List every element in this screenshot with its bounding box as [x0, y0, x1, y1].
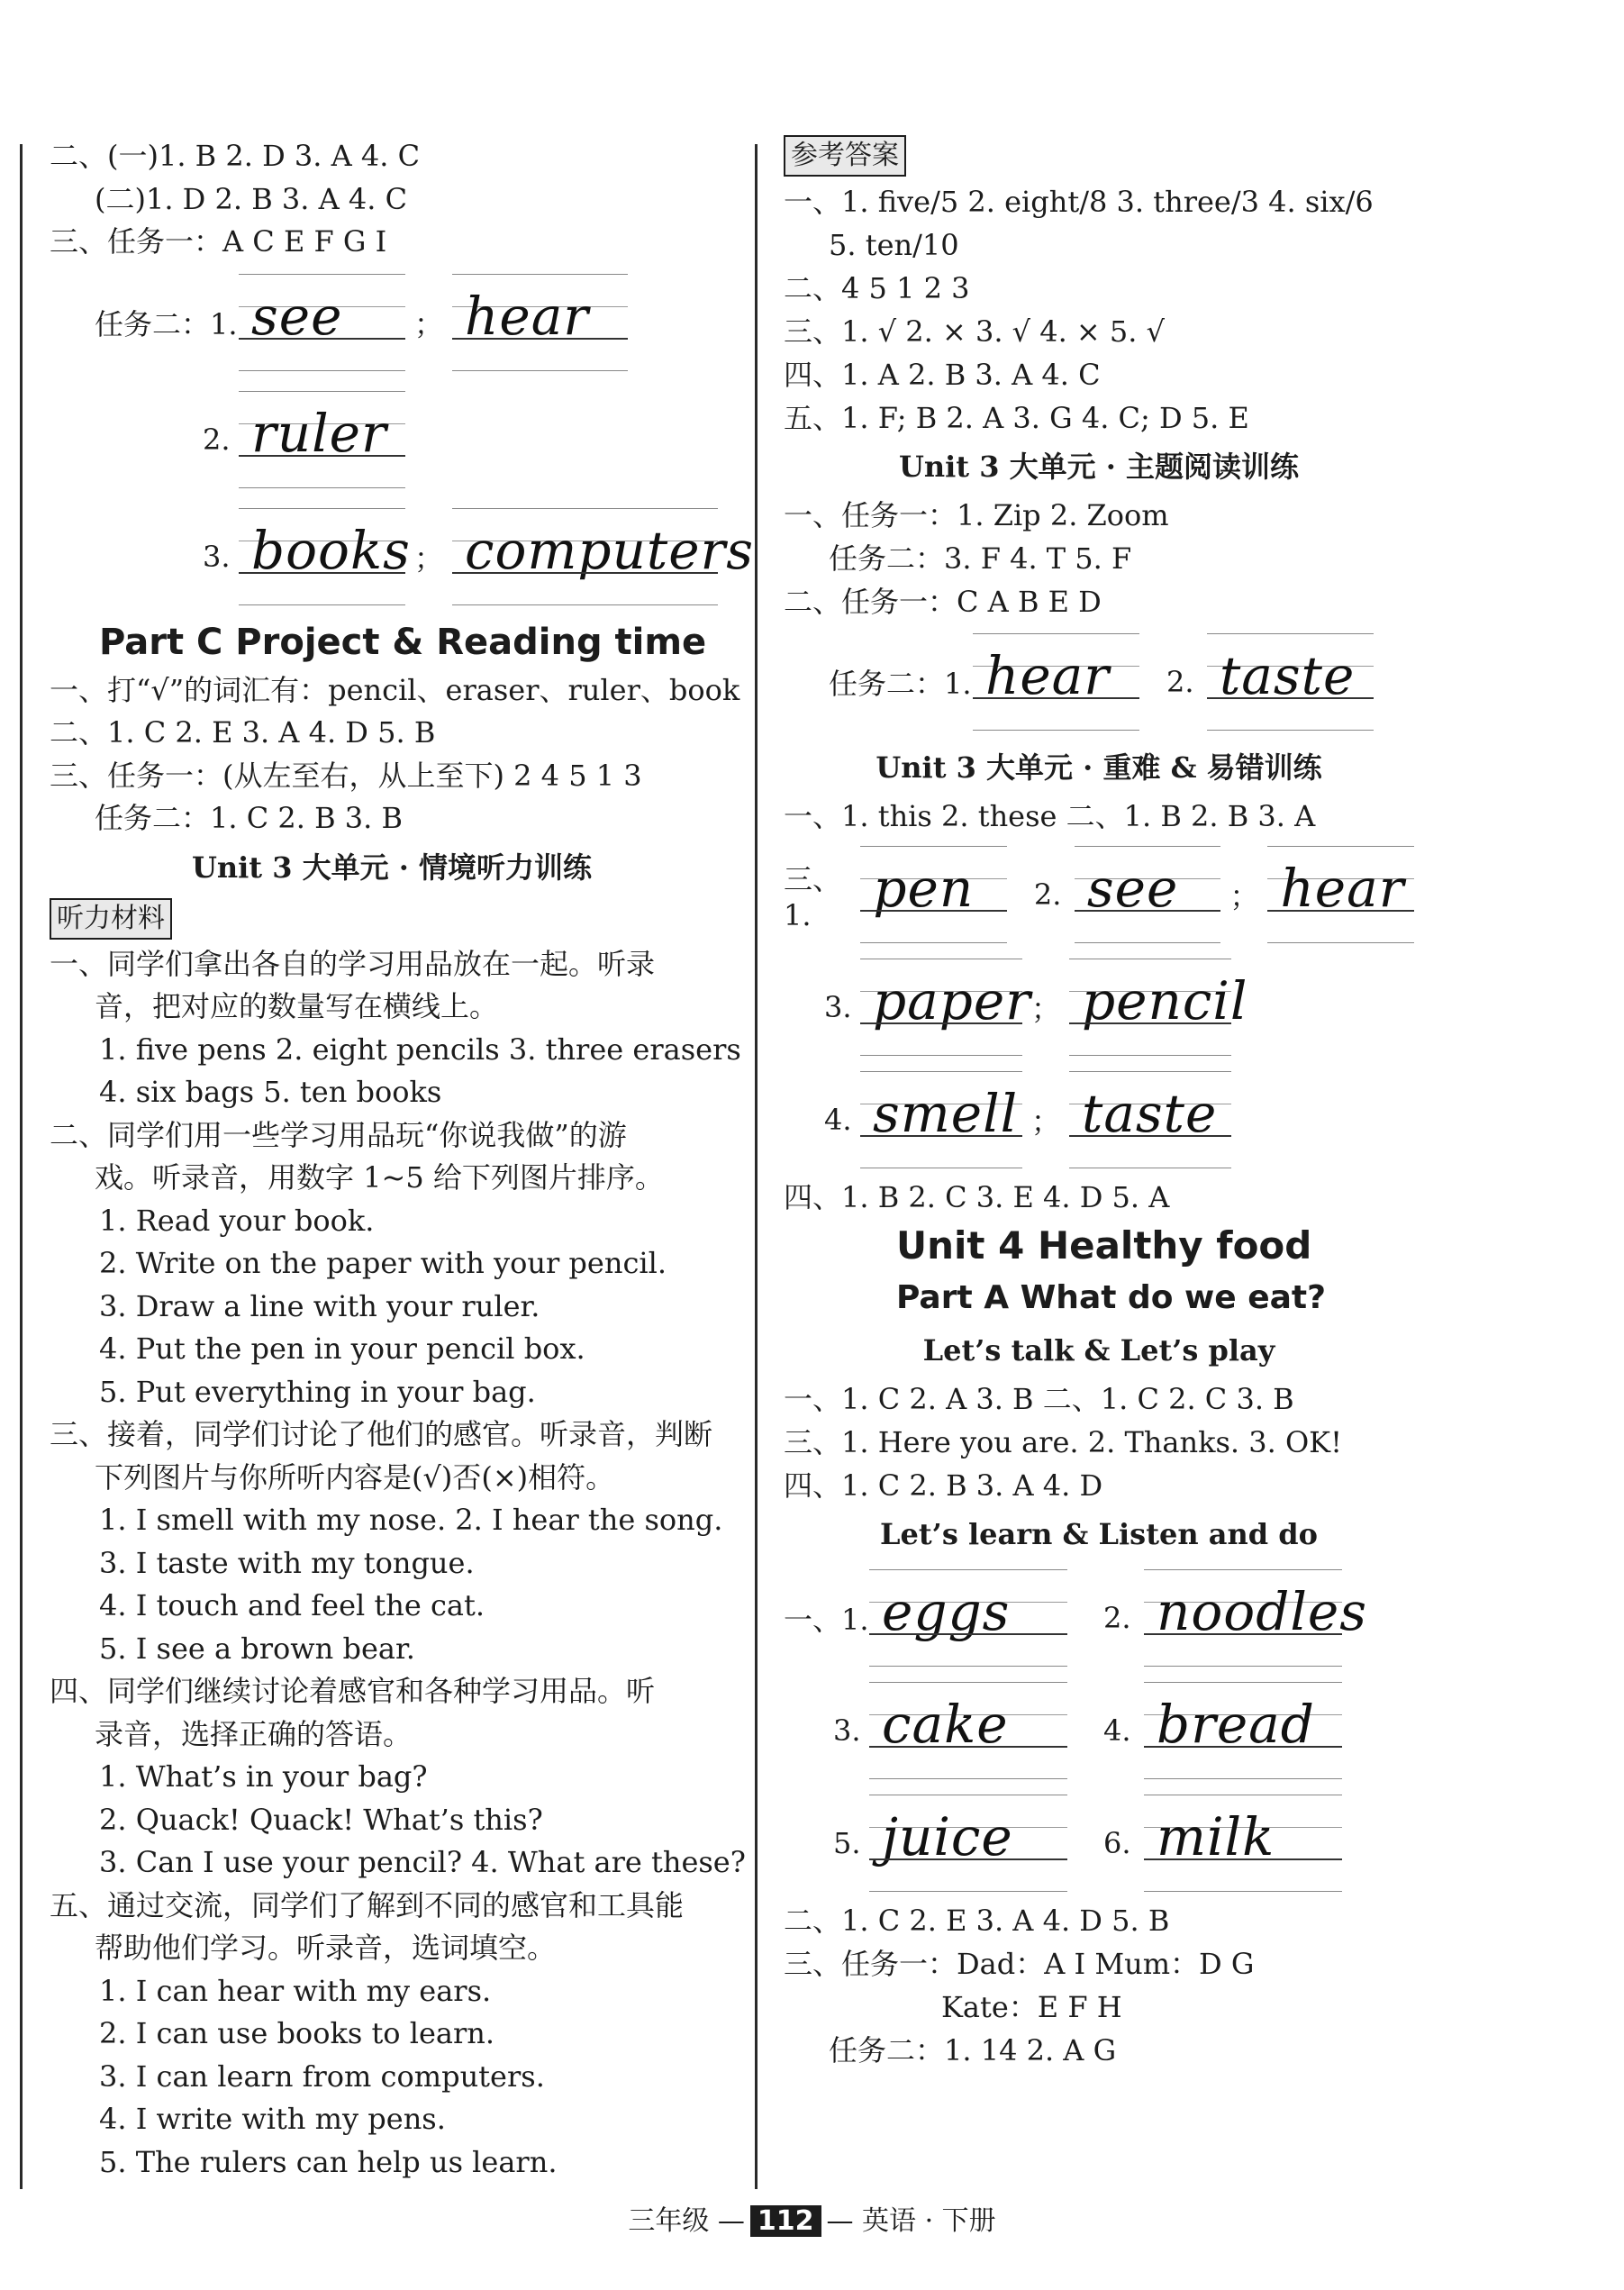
handwriting-box: [1069, 1071, 1231, 1168]
handwriting-box: [869, 1795, 1067, 1892]
handwritten-word: eggs: [882, 1580, 1011, 1642]
material-line: 录音，选择正确的答语。: [95, 1716, 413, 1751]
section-heading: Part C Project & Reading time: [99, 621, 707, 663]
handwriting-row: [784, 1786, 1414, 1899]
item-label: 6.: [1103, 1825, 1131, 1860]
material-line: 帮助他们学习。听录音，选词填空。: [95, 1931, 557, 1965]
separator: ；: [414, 306, 444, 341]
item-label: 2.: [1166, 665, 1194, 699]
handwriting-box: [452, 508, 755, 605]
material-line: 4. I write with my pens.: [99, 2102, 446, 2136]
subject-label: — 英语 · 下册: [826, 2205, 996, 2237]
handwriting-box: [869, 1569, 1067, 1667]
answer-line: 五、1. F; B 2. A 3. G 4. C; D 5. E: [784, 401, 1249, 435]
section-heading: Unit 3 大单元 · 重难 & 易错训练: [876, 750, 1322, 785]
material-line: 音，把对应的数量写在横线上。: [95, 989, 499, 1023]
handwriting-box: [1144, 1569, 1367, 1667]
separator: ；: [1031, 991, 1061, 1026]
answer-line: 一、1. five/5 2. eight/8 3. three/3 4. six/6: [784, 185, 1374, 219]
answer-line: 一、打“√”的词汇有：pencil、eraser、ruler、book: [50, 672, 740, 707]
answer-line: 四、1. A 2. B 3. A 4. C: [784, 358, 1101, 392]
material-label: 听力材料: [50, 898, 172, 940]
handwritten-word: pen: [873, 857, 975, 919]
section-heading: Unit 3 大单元 · 主题阅读训练: [898, 450, 1300, 484]
answer-line: 二、4 5 1 2 3: [784, 271, 970, 305]
handwritten-word: noodles: [1157, 1580, 1367, 1642]
separator: ；: [414, 541, 444, 576]
handwritten-word: hear: [985, 645, 1110, 706]
item-label: 任务二：1.: [95, 306, 238, 341]
material-line: 2. Quack! Quack! What’s this?: [99, 1802, 543, 1837]
item-label: 三、1.: [784, 861, 842, 932]
item-label: 3.: [833, 1713, 861, 1748]
item-label: 5.: [833, 1825, 861, 1860]
handwriting-row: [784, 1063, 1414, 1176]
handwritten-word: computers: [465, 519, 755, 581]
material-line: 三、接着，同学们讨论了他们的感官。听录音，判断: [50, 1417, 713, 1451]
answer-line: 任务二：1. C 2. B 3. B: [95, 801, 403, 835]
handwritten-word: cake: [882, 1693, 1009, 1755]
center-column-rule: [755, 144, 758, 2189]
material-line: 5. I see a brown bear.: [99, 1631, 415, 1666]
handwritten-word: hear: [1280, 857, 1405, 919]
material-line: 3. Can I use your pencil? 4. What are these?: [99, 1845, 746, 1879]
material-line: 四、同学们继续讨论着感官和各种学习用品。听: [50, 1674, 656, 1708]
material-line: 3. Draw a line with your ruler.: [99, 1288, 540, 1323]
material-line: 1. I smell with my nose. 2. I hear the song.: [99, 1503, 723, 1537]
item-label: 一、1.: [784, 1602, 869, 1637]
answer-line: 一、任务一：1. Zip 2. Zoom: [784, 498, 1169, 532]
handwriting-box: [239, 274, 405, 371]
answer-line: 5. ten/10: [829, 228, 959, 262]
section-heading: Let’s learn & Listen and do: [880, 1517, 1318, 1551]
answer-line: 三、1. √ 2. × 3. √ 4. × 5. √: [784, 314, 1166, 349]
answer-line: 三、任务一：(从左至右，从上至下) 2 4 5 1 3: [50, 758, 642, 793]
answer-line: 四、1. B 2. C 3. E 4. D 5. A: [784, 1180, 1170, 1214]
handwritten-word: smell: [873, 1082, 1019, 1144]
material-line: 1. What’s in your bag?: [99, 1759, 428, 1794]
handwriting-row: [784, 838, 1414, 950]
material-line: 4. I touch and feel the cat.: [99, 1588, 485, 1622]
answer-line: 一、1. this 2. these 二、1. B 2. B 3. A: [784, 799, 1316, 833]
material-line: 5. The rulers can help us learn.: [99, 2144, 558, 2179]
handwriting-box: [1069, 959, 1248, 1056]
material-line: 4. Put the pen in your pencil box.: [99, 1331, 585, 1366]
handwriting-box: [1144, 1795, 1342, 1892]
answer-line: 三、任务一：A C E F G I: [50, 224, 387, 259]
answer-line: 二、任务一：C A B E D: [784, 585, 1102, 619]
material-line: 二、同学们用一些学习用品玩“你说我做”的游: [50, 1117, 627, 1152]
handwriting-box: [1075, 846, 1221, 943]
handwriting-box: [860, 846, 1007, 943]
handwritten-word: taste: [1082, 1082, 1218, 1144]
handwritten-word: hear: [465, 285, 589, 347]
grade-label: 三年级 —: [628, 2205, 745, 2237]
right-column: [784, 135, 1414, 2072]
handwriting-row: [784, 1674, 1414, 1786]
answer-line: 三、1. Here you are. 2. Thanks. 3. OK!: [784, 1425, 1342, 1459]
material-line: 3. I can learn from computers.: [99, 2058, 545, 2094]
handwritten-word: taste: [1220, 645, 1356, 706]
left-column-rule: [20, 144, 23, 2189]
handwriting-box: [860, 1071, 1022, 1168]
item-label: 3.: [824, 989, 852, 1024]
material-box: [50, 898, 734, 940]
handwriting-box: [860, 959, 1031, 1056]
handwritten-word: see: [251, 285, 343, 347]
handwriting-row: [784, 1561, 1414, 1674]
handwritten-word: ruler: [251, 402, 387, 464]
handwriting-box: [239, 391, 405, 488]
item-label: 4.: [1103, 1713, 1131, 1748]
handwritten-word: milk: [1157, 1805, 1275, 1867]
handwritten-word: paper: [873, 969, 1031, 1031]
part-title: Part A What do we eat?: [896, 1279, 1327, 1316]
material-line: 下列图片与你所听内容是(√)否(×)相符。: [95, 1459, 615, 1495]
page-number: 112: [750, 2205, 821, 2237]
material-line: 1. Read your book.: [99, 1203, 375, 1238]
section-heading: Let’s talk & Let’s play: [922, 1333, 1275, 1368]
answer-line: 任务二：1. 14 2. A G: [829, 2033, 1117, 2067]
handwritten-word: bread: [1157, 1693, 1315, 1755]
answer-line: Kate：E F H: [941, 1990, 1122, 2024]
handwriting-box: [452, 274, 628, 371]
item-label: 2.: [1103, 1600, 1131, 1635]
answer-line: 二、1. C 2. E 3. A 4. D 5. B: [784, 1904, 1170, 1938]
handwriting-row: [50, 381, 734, 498]
material-line: 2. Write on the paper with your pencil.: [99, 1246, 667, 1280]
material-line: 戏。听录音，用数字 1~5 给下列图片排序。: [95, 1160, 664, 1195]
handwritten-word: books: [251, 519, 411, 581]
handwriting-box: [239, 508, 411, 605]
item-label: 3.: [203, 539, 231, 574]
handwriting-row: [784, 623, 1414, 741]
handwritten-word: juice: [882, 1805, 1013, 1867]
material-line: 2. I can use books to learn.: [99, 2016, 495, 2050]
answer-label: 参考答案: [784, 135, 906, 177]
answer-line: 二、1. C 2. E 3. A 4. D 5. B: [50, 715, 436, 750]
material-line: 4. six bags 5. ten books: [99, 1075, 442, 1109]
handwriting-row: [784, 950, 1414, 1063]
page-footer: [0, 2198, 1624, 2238]
handwritten-word: see: [1086, 857, 1179, 919]
unit-title: Unit 4 Healthy food: [896, 1223, 1312, 1268]
material-line: 五、通过交流，同学们了解到不同的感官和工具能: [50, 1887, 685, 1922]
separator: ；: [1031, 1104, 1061, 1139]
material-line: 1. I can hear with my ears.: [99, 1973, 492, 2008]
separator: ；: [1229, 878, 1259, 913]
handwriting-box: [973, 633, 1139, 731]
item-label: 任务二：1.: [829, 667, 972, 701]
handwriting-row: [50, 264, 734, 381]
answer-line: 任务二：3. F 4. T 5. F: [829, 541, 1132, 576]
item-label: 4.: [824, 1102, 852, 1137]
item-label: 2.: [1033, 877, 1062, 912]
item-label: 2.: [203, 422, 231, 457]
handwriting-box: [1144, 1682, 1342, 1779]
answer-line: 二、(一)1. B 2. D 3. A 4. C: [50, 139, 421, 173]
handwriting-row: [50, 498, 755, 615]
answer-box: [784, 135, 1414, 177]
answer-line: (二)1. D 2. B 3. A 4. C: [95, 181, 408, 216]
handwriting-box: [1267, 846, 1414, 943]
left-column: [50, 135, 755, 2184]
answer-line: 一、1. C 2. A 3. B 二、1. C 2. C 3. B: [784, 1382, 1294, 1416]
answer-line: 四、1. C 2. B 3. A 4. D: [784, 1468, 1103, 1503]
handwriting-box: [869, 1682, 1067, 1779]
answer-line: 三、任务一：Dad：A I Mum：D G: [784, 1947, 1255, 1981]
material-line: 1. five pens 2. eight pencils 3. three erasers: [99, 1031, 741, 1067]
material-line: 5. Put everything in your bag.: [99, 1374, 536, 1409]
material-line: 一、同学们拿出各自的学习用品放在一起。听录: [50, 946, 656, 981]
handwritten-word: pencil: [1082, 969, 1248, 1031]
material-line: 3. I taste with my tongue.: [99, 1545, 475, 1580]
section-heading: Unit 3 大单元 · 情境听力训练: [191, 850, 593, 885]
handwriting-box: [1207, 633, 1374, 731]
